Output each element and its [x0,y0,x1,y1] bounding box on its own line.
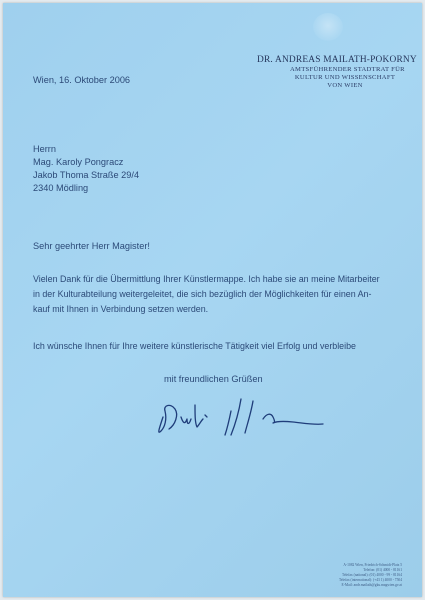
footer-line: Telefon: (01) 4000 - 81161 [363,568,402,572]
letterhead-title-line: AMTSFÜHRENDER STADTRAT FÜR [290,66,405,73]
body-line: kauf mit Ihnen in Verbindung setzen werden. [33,304,209,314]
letterhead-name: DR. ANDREAS MAILATH-POKORNY [257,55,417,65]
letter-sheet [3,3,422,597]
body-paragraph-2: Ich wünsche Ihnen für Ihre weitere künstlerische Tätigkeit viel Erfolg und verbleibe [33,341,356,351]
recipient-line: Mag. Karoly Pongracz [33,157,124,167]
closing-line: mit freundlichen Grüßen [164,374,263,384]
footer-line: Telefax (international): (+43 1) 4000 - 7504 [338,578,402,582]
recipient-line: 2340 Mödling [33,183,89,193]
recipient-line: Jakob Thoma Straße 29/4 [33,170,140,180]
letterhead-title-line: KULTUR UND WISSENSCHAFT [294,74,396,81]
letter-date: Wien, 16. Oktober 2006 [33,75,131,85]
handwritten-signature [153,391,328,439]
footer-line: A-1082 Wien, Friedrich-Schmidt-Platz 5 [343,563,402,567]
footer-line: Telefax (national): (01) 4000 - 99 - 81164 [342,573,402,577]
footer-line: E-Mail: andr.mailath@gku.magwien.gv.at [341,583,402,587]
letterhead-title-line: VON WIEN [327,82,363,89]
recipient-line: Herrn [33,144,56,154]
body-line: Vielen Dank für die Übermittlung Ihrer Künstlermappe. Ich habe sie an meine Mitarbeiter [33,274,380,284]
embossed-seal-icon [313,13,343,41]
salutation: Sehr geehrter Herr Magister! [33,241,150,251]
body-line: in der Kulturabteilung weitergeleitet, die sich bezüglich der Möglichkeiten für einen An- [33,289,372,299]
